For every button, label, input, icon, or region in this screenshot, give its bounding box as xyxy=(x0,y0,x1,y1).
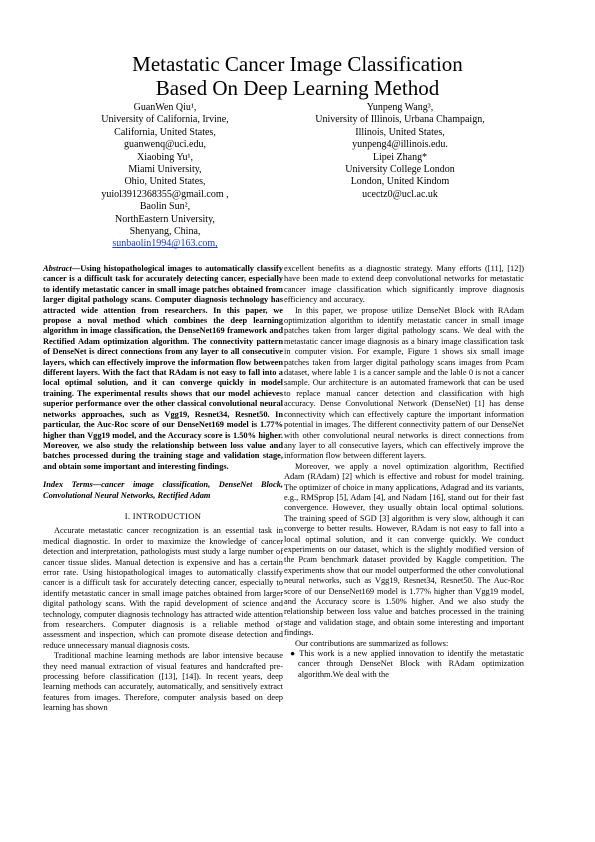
author-location: London, United Kindom xyxy=(350,176,450,188)
contributions-intro: Our contributions are summarized as follows: xyxy=(295,638,449,648)
abstract xyxy=(43,264,283,472)
author-affiliation: University of Illinois, Urbana Champaign, xyxy=(315,114,485,126)
body-paragraph: Traditional machine learning methods are labor intensive because they need manual extraction of visual features and handcrafted pre-processing before classification ([13], [14]). In recent years, deep learning methods can accurately, automatically, and sensitively extract features from images. Therefore, computer analysis based on deep learning has shown xyxy=(43,651,283,713)
author-block-left xyxy=(60,102,270,251)
author-email[interactable]: yuiol3912368355@gmail.com , xyxy=(101,188,229,200)
author-location: Illinois, United States, xyxy=(355,126,445,138)
paper-title xyxy=(40,52,555,100)
author-location: Shenyang, China, xyxy=(129,226,201,238)
author-location: California, United States, xyxy=(114,126,216,138)
author-email[interactable]: yunpeng4@illinois.edu. xyxy=(352,139,448,151)
author-email-link[interactable]: sunbaolin1994@163.com, xyxy=(112,238,218,250)
index-terms: Index Terms—cancer image classification, DenseNet Block, Convolutional Neural Networks, Rectified Adam xyxy=(43,480,283,500)
author-name: GuanWen Qiu¹, xyxy=(133,102,197,113)
author-block-right xyxy=(275,102,525,201)
author-affiliation: University of California, Irvine, xyxy=(101,114,229,126)
body-paragraph: Moreover, we apply a novel optimization algorithm, Rectified Adam (RAdam) [2] which is effective and robust for model training. The optimizer of choice in many applications, Adagrad and its variants, e.g., RMSprop [5], Adam [4], and Nadam [16], stand out for their fast convergence. However, they usually obtain local optimal solutions. The training speed of SGD [3] algorithm is very slow, although it can converge to better results. However, RAdam is not easy to fall into a local optimal solution, and it can converge quickly. We conduct experiments on our dataset, which is the slightly modified version of the Pcam benchmark dataset provided by Kaggle competition. The experiments show that our model outperformed the other convolutional neural networks, such as Vgg19, Resnet34, Resnet50. The Auc-Roc score of our DenseNet169 model is 1.77% higher than Vgg19 model, and the Accuracy score is 1.50% higher. And we also study the relationship between loss value and batches processed in the training stage and validation stage, and obtain some interesting and important findings. xyxy=(284,461,524,638)
author-affiliation: Miami University, xyxy=(128,164,202,176)
author-name: Xiaobing Yu¹, xyxy=(137,151,193,163)
author-affiliation: University College London xyxy=(345,164,455,176)
author-name: Lipei Zhang* xyxy=(372,151,428,163)
abstract-label: Abstract xyxy=(43,264,72,273)
body-paragraph: excellent benefits as a diagnostic strategy. Many efforts ([11], [12]) have been made to extend deep convolutional networks for metastatic cancer image classification which significantly improve diagnosis efficiency and accuracy. xyxy=(284,264,524,305)
author-email[interactable]: ucectz0@ucl.ac.uk xyxy=(362,188,438,200)
right-column xyxy=(284,264,524,680)
title-line-2: Based On Deep Learning Method xyxy=(155,76,440,100)
abstract-text: —Using histopathological images to automatically classify cancer is a difficult task for accurately detecting cancer, especially to identify metastatic cancer in small image patches obtained from larger digital pathology scans. Computer diagnosis technology has attracted wide attention from researchers. In this paper, we propose a noval method which combines the deep learning algorithm in image classification, the DenseNet169 framework and Rectified Adam optimization algorithm. The connectivity pattern of DenseNet is direct connections from any layer to all consecutive layers, which can effectively improve the information flow between different layers. With the fact that RAdam is not easy to fall into a local optimal solution, and it can converge quickly in model training. The experimental results shows that our model achieves superior performance over the other classical convolutional neural networks approaches, such as Vgg19, Resnet34, Resnet50. In particular, the Auc-Roc score of our DenseNet169 model is 1.77% higher than Vgg19 model, and the Accuracy score is 1.50% higher. Moreover, we also study the relationship between loss value and batches processed during the training stage and validation stage, and obtain some important and interesting findings. xyxy=(43,264,283,471)
author-name: Yunpeng Wang³, xyxy=(366,102,434,113)
section-heading-introduction: I. INTRODUCTION xyxy=(124,510,202,521)
author-email[interactable]: guanwenq@uci.edu, xyxy=(124,139,206,151)
body-paragraph: In this paper, we propose utilize DenseNet Block with RAdam optimization algorithm to identify metastatic cancer in small image patches taken from larger digital pathology scans. We deal with the metastatic cancer image diagnosis as a binary image classification task in computer vision. For example, Figure 1 shows six small image patches taken from larger digital pathology scans images from Pcam dataset, where lable 1 is a cancer sample and the lable 0 is not a cancer sample. Our architecture is an automated framework that can be used to replace manual cancer detection and classification with high accuracy. Dense Convolutional Network (DenseNet) [1] has dense connectivity which can effectively capture the important information potential in images. The different connectivity pattern of our DenseNet with other convolutional neural networks is direct connections from any layer to all consecutive layers, which can effectively improve the information flow between different layers. xyxy=(284,305,524,461)
title-line-1: Metastatic Cancer Image Classification xyxy=(132,52,463,76)
contribution-bullet: ● This work is a new applied innovation to identify the metastatic cancer through DenseNet Block with RAdam optimization algorithm.We deal with the xyxy=(290,649,524,679)
left-column xyxy=(43,264,283,714)
body-paragraph: Accurate metastatic cancer recognization is an essential task in medical diagnostic. In order to maximize the knowledge of cancer detection and interpretation, pathologists must study a large number of cancer tissue slides. Manual detection is expensive and has a certain error rate. Using histopathological images to automatically classify cancer is a difficult task for accurately detecting cancer, especially to identify metastatic cancer in small image patches obtained from larger digital pathology scans. With the rapid development of science and technology, computer diagnosis technology has attracted wide attention from researchers. Computer diagnosis is a reliable method of assessment and inspection, which can promote disease detection and reduce unnecessary manual diagnosis costs. xyxy=(43,526,283,650)
author-location: Ohio, United States, xyxy=(124,176,206,188)
author-affiliation: NorthEastern University, xyxy=(115,213,215,225)
author-name: Baolin Sun², xyxy=(139,201,191,213)
